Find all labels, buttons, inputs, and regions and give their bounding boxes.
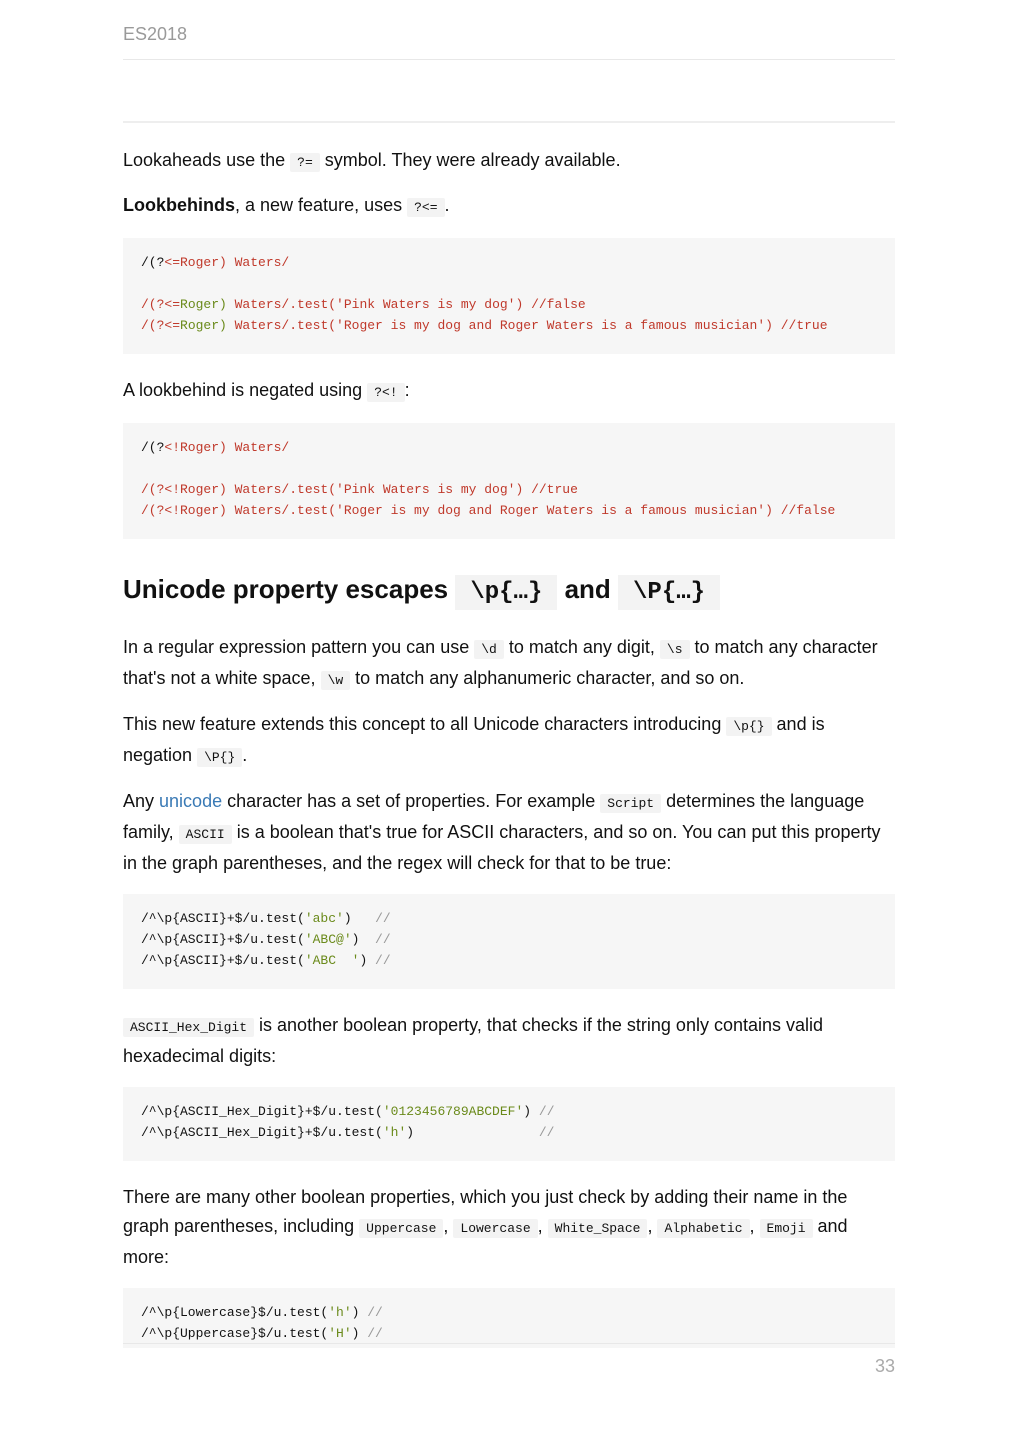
text: , a new feature, uses — [235, 195, 408, 215]
code-token: /(?<= — [141, 297, 181, 312]
text: determines the language family, — [123, 791, 865, 842]
inline-code: ?= — [290, 153, 320, 172]
heading-text: Unicode property escapes — [123, 574, 456, 604]
code-token: ) — [359, 953, 376, 968]
text: to match any character that's not a white space, — [123, 637, 878, 688]
code-token: /(? — [141, 255, 165, 270]
inline-code: \p{} — [726, 717, 771, 736]
header-title: ES2018 — [123, 24, 188, 44]
code-comment: // — [375, 911, 391, 926]
paragraph-extends — [123, 710, 895, 772]
paragraph-negated — [123, 376, 895, 407]
paragraph-regular — [123, 633, 895, 695]
inline-code: \w — [321, 671, 351, 690]
code-token: <!Roger) Waters/ — [164, 440, 290, 455]
text: There are many other boolean properties, which you just check by adding their name in the graph parentheses, including — [123, 1187, 848, 1236]
unicode-link[interactable]: unicode — [159, 791, 223, 811]
code-token: ) — [523, 1104, 539, 1119]
heading-text: and — [557, 574, 619, 604]
code-comment: // — [375, 932, 391, 947]
code-block-case — [123, 1288, 895, 1348]
code-token: /(? — [141, 440, 165, 455]
code-string: 'ABC@' — [304, 932, 352, 947]
text: Any — [123, 791, 160, 811]
text: and more: — [123, 1216, 848, 1267]
text: , — [537, 1216, 548, 1236]
inline-code: ASCII — [179, 825, 232, 844]
heading-code: \p{…} — [455, 575, 557, 610]
code-token: /^\p{ASCII}+$/u.test( — [141, 932, 305, 947]
code-token: Waters/.test('Pink Waters is my dog') //false — [226, 297, 586, 312]
paragraph-other — [123, 1183, 895, 1272]
code-token: /(?<= — [141, 318, 181, 333]
text: , — [647, 1216, 658, 1236]
inline-code: ?<= — [407, 198, 444, 217]
inline-code: White_Space — [548, 1219, 648, 1238]
bold-term: Lookbehinds — [123, 195, 235, 215]
code-string: 'abc' — [304, 911, 344, 926]
footer-divider — [123, 1343, 895, 1344]
paragraph-any — [123, 787, 895, 878]
inline-code: ASCII_Hex_Digit — [123, 1018, 254, 1037]
text: Lookaheads use the — [123, 150, 291, 170]
code-block-hex — [123, 1087, 895, 1161]
text: , — [749, 1216, 760, 1236]
code-string: 'h' — [328, 1305, 352, 1320]
text: character has a set of properties. For example — [222, 791, 601, 811]
code-token: ) — [351, 1326, 368, 1341]
code-token: ) — [343, 911, 376, 926]
code-block-negated — [123, 423, 895, 539]
code-token: /^\p{ASCII_Hex_Digit}+$/u.test( — [141, 1104, 383, 1119]
inline-code: ?<! — [367, 383, 404, 402]
code-comment: // — [367, 1305, 383, 1320]
code-string: 'H' — [328, 1326, 352, 1341]
code-string: 'ABC ' — [304, 953, 360, 968]
text: , — [443, 1216, 454, 1236]
inline-code: Alphabetic — [657, 1219, 749, 1238]
page-number: 33 — [874, 1356, 895, 1376]
text: is another boolean property, that checks if the string only contains valid hexadecimal digits: — [123, 1015, 824, 1066]
code-token: /^\p{Uppercase}$/u.test( — [141, 1326, 329, 1341]
code-block-ascii — [123, 894, 895, 989]
code-string: 'h' — [382, 1125, 407, 1140]
paragraph-hex — [123, 1011, 895, 1071]
text: to match any alphanumeric character, and so on. — [350, 668, 745, 688]
inline-code: Script — [600, 794, 661, 813]
inline-code: Uppercase — [359, 1219, 443, 1238]
text: This new feature extends this concept to all Unicode characters introducing — [123, 714, 727, 734]
text: : — [404, 380, 410, 400]
text: is a boolean that's true for ASCII characters, and so on. You can put this property in the graph parentheses, and the regex will check for that to be true: — [123, 822, 881, 873]
code-string: '0123456789ABCDEF' — [382, 1104, 524, 1119]
code-token: /(?<!Roger) Waters/.test('Pink Waters is my dog') //true — [141, 482, 578, 497]
section-heading — [123, 569, 895, 613]
code-comment: // — [367, 1326, 383, 1341]
inline-code: \s — [660, 640, 690, 659]
code-token: /^\p{Lowercase}$/u.test( — [141, 1305, 329, 1320]
text: and is negation — [123, 714, 825, 765]
text: In a regular expression pattern you can use — [123, 637, 475, 657]
text: A lookbehind is negated using — [123, 380, 368, 400]
header-divider — [123, 121, 895, 123]
paragraph-lookahead — [123, 146, 895, 177]
inline-code: Emoji — [760, 1219, 813, 1238]
page-content — [123, 146, 895, 1348]
code-token: <=Roger) Waters/ — [164, 255, 290, 270]
code-token: /^\p{ASCII_Hex_Digit}+$/u.test( — [141, 1125, 383, 1140]
code-comment: // — [538, 1104, 555, 1119]
text: symbol. They were already available. — [319, 150, 621, 170]
code-token: ) — [351, 1305, 368, 1320]
inline-code: \P{} — [197, 748, 242, 767]
text: to match any digit, — [503, 637, 660, 657]
page-header — [123, 24, 895, 60]
code-comment: // — [538, 1125, 555, 1140]
code-token: ) — [406, 1125, 539, 1140]
inline-code: Lowercase — [453, 1219, 537, 1238]
code-token: Waters/.test('Roger is my dog and Roger Waters is a famous musician') //true — [226, 318, 828, 333]
heading-code: \P{…} — [618, 575, 720, 610]
code-token: Roger) — [180, 318, 227, 333]
text: . — [242, 745, 248, 765]
code-token: /(?<!Roger) Waters/.test('Roger is my dog and Roger Waters is a famous musician') //false — [141, 503, 836, 518]
text: . — [444, 195, 450, 215]
code-token: /^\p{ASCII}+$/u.test( — [141, 911, 305, 926]
inline-code: \d — [474, 640, 504, 659]
code-token: ) — [351, 932, 376, 947]
code-token: Roger) — [180, 297, 227, 312]
paragraph-lookbehind — [123, 191, 895, 222]
code-block-lookbehind — [123, 238, 895, 354]
code-comment: // — [375, 953, 391, 968]
code-token: /^\p{ASCII}+$/u.test( — [141, 953, 305, 968]
